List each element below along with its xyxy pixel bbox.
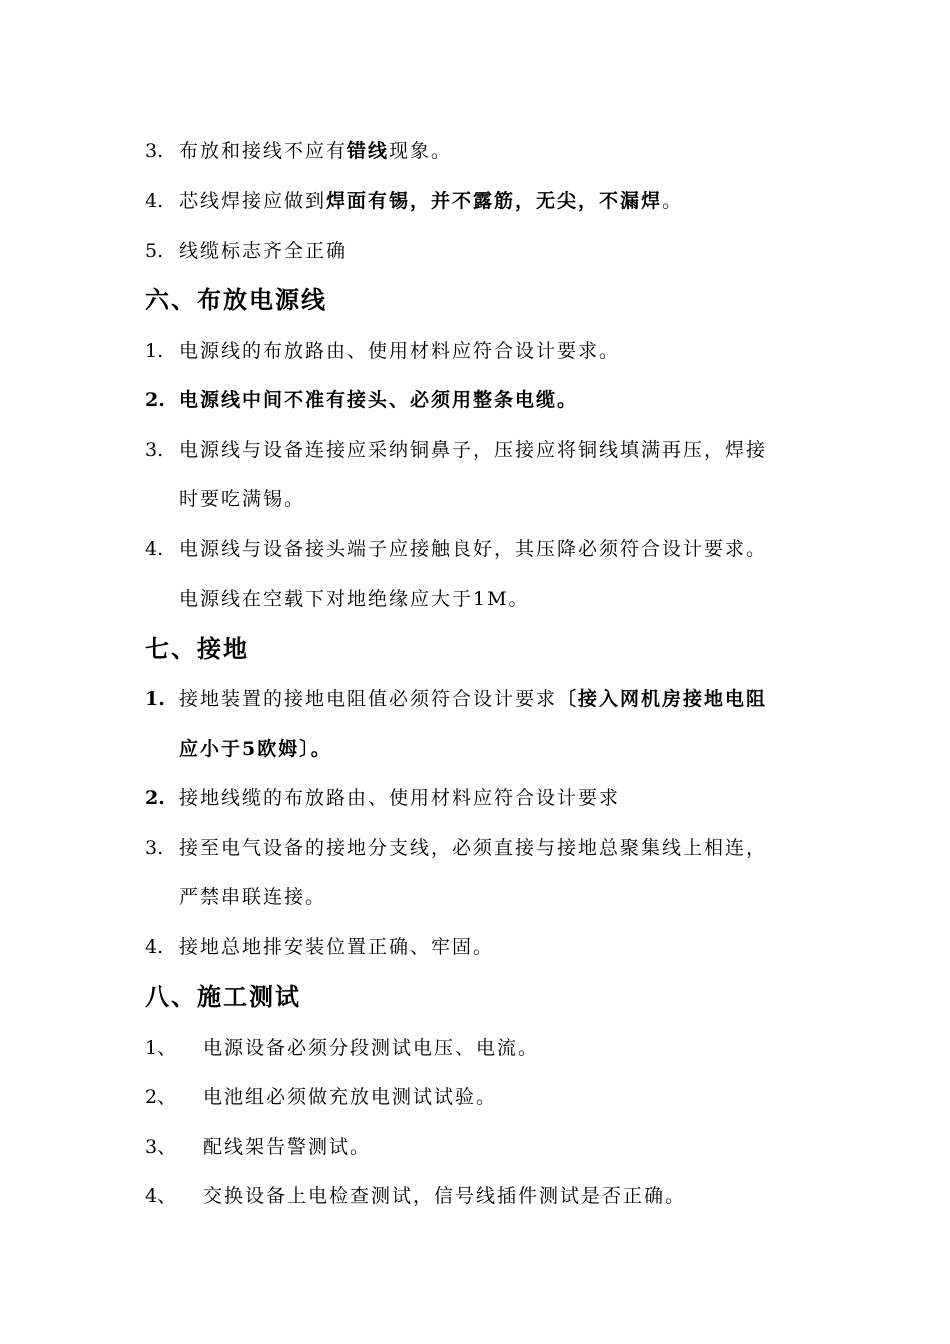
item-text: 线缆标志齐全正确	[179, 240, 348, 262]
item-text: 。	[662, 190, 684, 212]
item-text: 布放和接线不应有	[179, 140, 348, 162]
item-continuation: 应小于5欧姆〕。	[179, 738, 332, 760]
item-number: 4.	[145, 190, 164, 212]
list-item	[145, 535, 767, 563]
list-item	[145, 1034, 539, 1062]
item-number: 1.	[145, 688, 165, 710]
list-item	[145, 1083, 497, 1111]
list-item	[145, 386, 578, 414]
item-continuation: 时要吃满锡。	[179, 488, 306, 510]
item-text-bold: 焊面有锡，并不露筋，无尖，不漏焊	[326, 190, 663, 212]
list-item	[145, 685, 767, 713]
list-item	[145, 237, 347, 265]
item-number: 2、	[145, 1086, 177, 1108]
section-heading: 七、接地	[145, 634, 249, 663]
item-text: 电源线与设备接头端子应接触良好，其压降必须符合设计要求。	[179, 538, 768, 560]
item-text: 配线架告警测试。	[203, 1136, 372, 1158]
list-item	[145, 187, 683, 215]
item-text: 电源线的布放路由、使用材料应符合设计要求。	[179, 340, 621, 362]
item-number: 3.	[145, 140, 164, 162]
section-heading: 八、施工测试	[145, 982, 301, 1011]
item-text: 交换设备上电检查测试，信号线插件测试是否正确。	[203, 1185, 687, 1207]
item-text: 接地线缆的布放路由、使用材料应符合设计要求	[179, 787, 621, 809]
item-number: 4.	[145, 538, 164, 560]
item-text: 芯线焊接应做到	[179, 190, 327, 212]
item-continuation: 严禁串联连接。	[179, 886, 327, 908]
item-number: 3、	[145, 1136, 177, 1158]
item-text: 电源设备必须分段测试电压、电流。	[203, 1037, 540, 1059]
list-item	[145, 933, 494, 961]
item-number: 1.	[145, 340, 164, 362]
item-text-bold: 〔接入网机房接地电阻	[557, 688, 768, 710]
list-item	[145, 834, 767, 862]
item-number: 3.	[145, 837, 164, 859]
item-text-bold: 错线	[347, 140, 390, 162]
item-text: 现象。	[389, 140, 453, 162]
list-item	[145, 137, 452, 165]
item-text: 电源线中间不准有接头、必须用整条电缆。	[179, 389, 579, 411]
item-number: 1、	[145, 1037, 177, 1059]
item-text: 电池组必须做充放电测试试验。	[203, 1086, 498, 1108]
list-item	[145, 1182, 686, 1210]
item-number: 4、	[145, 1185, 177, 1207]
item-number: 5.	[145, 240, 164, 262]
list-item	[145, 436, 767, 464]
section-heading: 六、布放电源线	[145, 285, 327, 314]
item-text: 接地总地排安装位置正确、牢固。	[179, 936, 495, 958]
list-item	[145, 337, 620, 365]
item-continuation: 电源线在空载下对地绝缘应大于1M。	[179, 588, 530, 610]
item-number: 2.	[145, 787, 165, 809]
item-text: 接地装置的接地电阻值必须符合设计要求	[179, 688, 558, 710]
item-text: 接至电气设备的接地分支线，必须直接与接地总聚集线上相连，	[179, 837, 768, 859]
list-item	[145, 1133, 371, 1161]
item-number: 2.	[145, 389, 165, 411]
item-text: 电源线与设备连接应采纳铜鼻子，压接应将铜线填满再压，焊接	[179, 439, 768, 461]
list-item	[145, 784, 620, 812]
item-number: 3.	[145, 439, 164, 461]
item-number: 4.	[145, 936, 164, 958]
